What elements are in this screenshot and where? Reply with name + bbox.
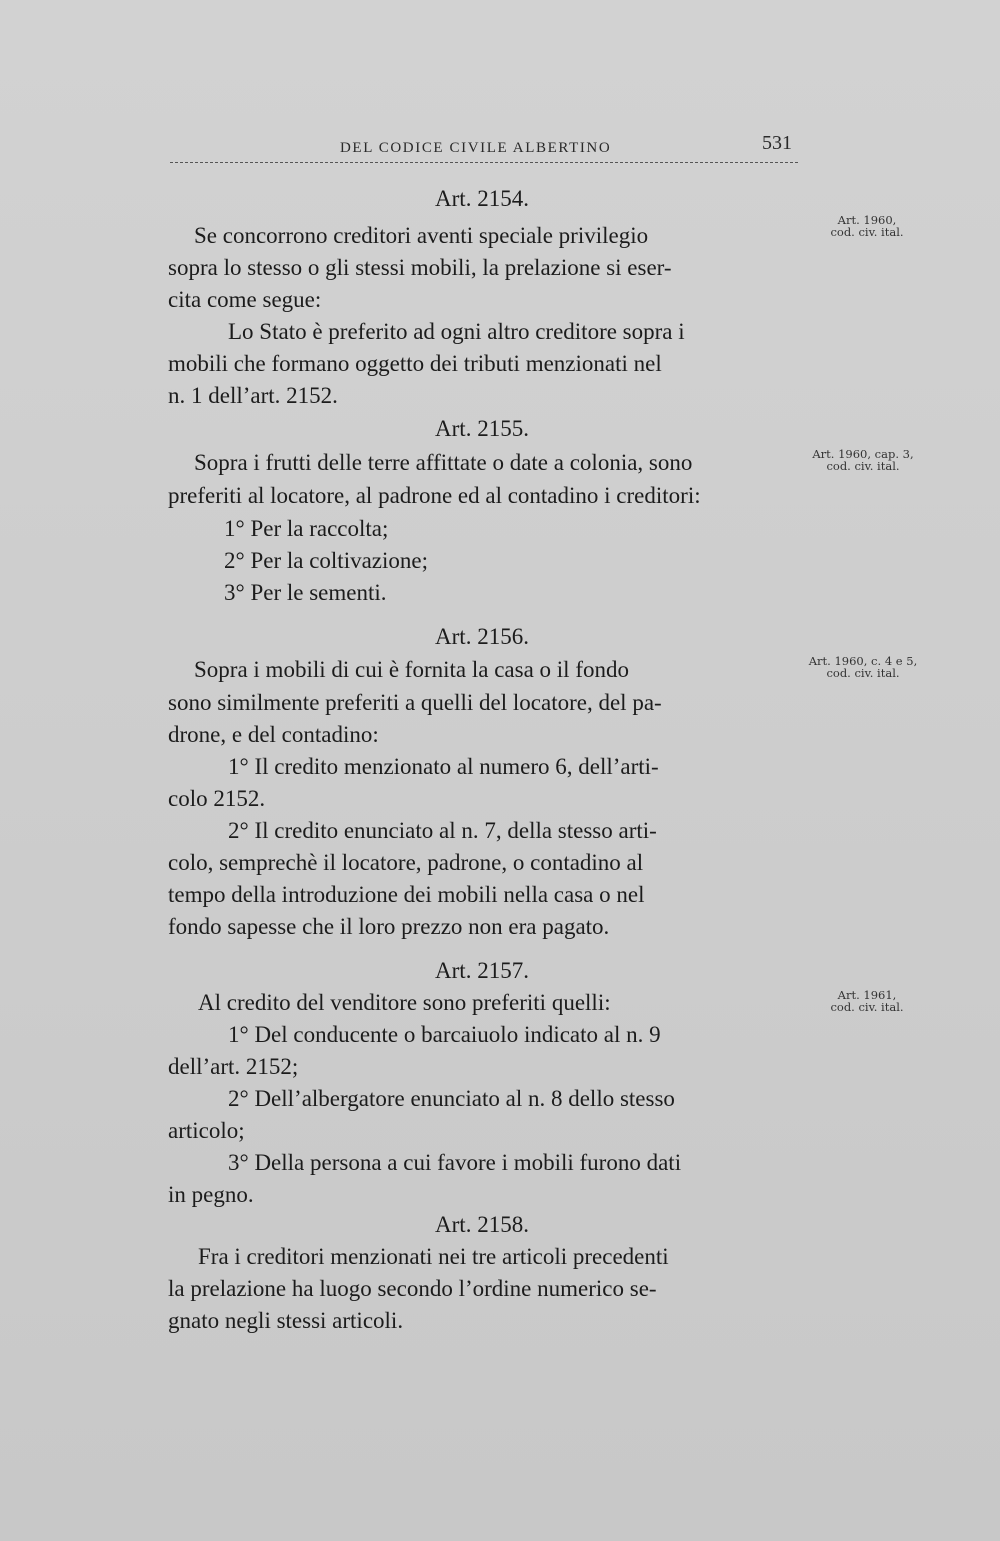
- text-line: 2° Il credito enunciato al n. 7, della stesso arti-: [228, 818, 657, 843]
- text-line: Fra i creditori menzionati nei tre articoli precedenti: [198, 1244, 669, 1269]
- article-heading: Art. 2157.: [435, 958, 529, 983]
- margin-note: Art. 1960, c. 4 e 5, cod. civ. ital.: [808, 654, 918, 680]
- text-line: Lo Stato è preferito ad ogni altro creditore sopra i: [228, 319, 685, 344]
- margin-note: Art. 1960, cod. civ. ital.: [830, 213, 904, 239]
- margin-note: Art. 1961, cod. civ. ital.: [830, 988, 904, 1014]
- text-line: Sopra i mobili di cui è fornita la casa o il fondo: [194, 657, 629, 682]
- article-heading: Art. 2155.: [435, 416, 529, 441]
- text-line: n. 1 dell’art. 2152.: [168, 383, 338, 408]
- article-heading: Art. 2154.: [435, 186, 529, 211]
- text-line: tempo della introduzione dei mobili nella casa o nel: [168, 882, 645, 907]
- article-heading: Art. 2156.: [435, 624, 529, 649]
- text-line: 1° Del conducente o barcaiuolo indicato al n. 9: [228, 1022, 661, 1047]
- text-line: la prelazione ha luogo secondo l’ordine numerico se-: [168, 1276, 657, 1301]
- text-line: gnato negli stessi articoli.: [168, 1308, 404, 1333]
- text-line: mobili che formano oggetto dei tributi menzionati nel: [168, 351, 662, 376]
- text-line: sopra lo stesso o gli stessi mobili, la prelazione si eser-: [168, 255, 672, 280]
- text-line: Se concorrono creditori aventi speciale privilegio: [194, 223, 649, 248]
- text-line: colo, semprechè il locatore, padrone, o contadino al: [168, 850, 644, 875]
- text-line: Sopra i frutti delle terre affittate o date a colonia, sono: [194, 450, 693, 475]
- text-line: 1° Per la raccolta;: [224, 516, 389, 541]
- text-line: preferiti al locatore, al padrone ed al contadino i creditori:: [168, 483, 701, 508]
- text-line: cita come segue:: [168, 287, 322, 312]
- text-line: in pegno.: [168, 1182, 254, 1207]
- text-line: drone, e del contadino:: [168, 722, 379, 747]
- article-heading: Art. 2158.: [435, 1212, 529, 1237]
- text-line: fondo sapesse che il loro prezzo non era pagato.: [168, 914, 610, 939]
- page-header: [170, 132, 798, 163]
- page-number: 531: [762, 132, 792, 154]
- text-line: 2° Dell’albergatore enunciato al n. 8 dello stesso: [228, 1086, 675, 1111]
- text-line: 1° Il credito menzionato al numero 6, dell’arti-: [228, 754, 659, 779]
- text-line: 3° Della persona a cui favore i mobili furono dati: [228, 1150, 682, 1175]
- text-line: colo 2152.: [168, 786, 266, 811]
- text-line: 2° Per la coltivazione;: [224, 548, 428, 573]
- running-title: DEL CODICE CIVILE ALBERTINO: [340, 140, 612, 156]
- text-line: dell’art. 2152;: [168, 1054, 299, 1079]
- text-line: articolo;: [168, 1118, 245, 1143]
- text-line: Al credito del venditore sono preferiti quelli:: [198, 990, 611, 1015]
- margin-note: Art. 1960, cap. 3, cod. civ. ital.: [812, 447, 914, 473]
- text-line: 3° Per le sementi.: [224, 580, 387, 605]
- text-line: sono similmente preferiti a quelli del locatore, del pa-: [168, 690, 662, 715]
